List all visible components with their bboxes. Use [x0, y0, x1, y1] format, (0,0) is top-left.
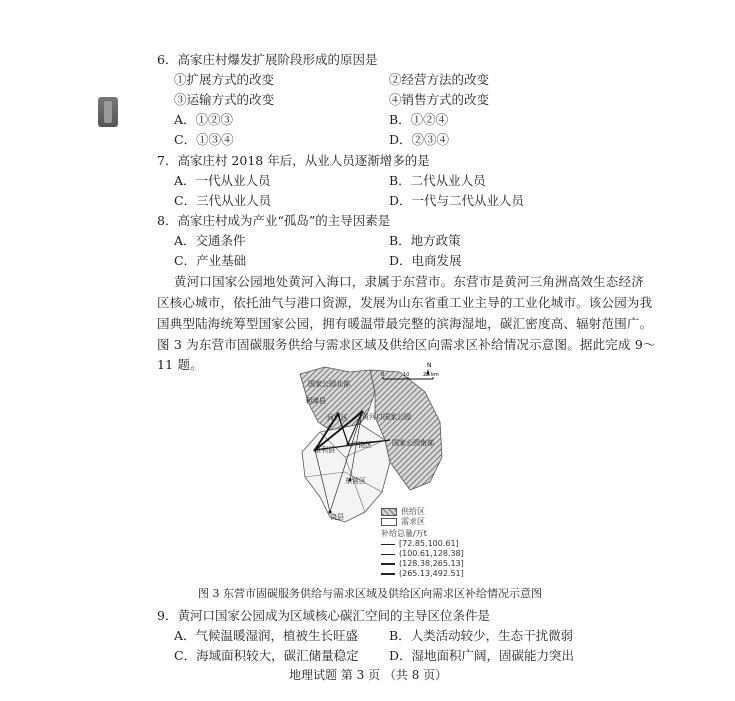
question-6-stem: 6．高家庄村爆发扩展阶段形成的原因是	[157, 52, 378, 67]
legend-title: 补给总量/万t	[381, 529, 427, 538]
q6-option-a: A．①②③	[174, 112, 234, 127]
map-legend	[381, 507, 464, 579]
demand-swatch	[381, 518, 397, 526]
passage-line-3: 国典型陆海统筹型国家公园，拥有暖温带最完整的滨海湿地，碳汇密度高、辐射范围广。	[157, 316, 653, 331]
question-8-stem: 8．高家庄村成为产业“孤岛”的主导因素是	[157, 213, 391, 228]
label-hekou: 河口区	[327, 414, 348, 422]
legend-range-4: (265.13,492.51]	[399, 569, 464, 578]
label-linjin: 饶县	[330, 513, 344, 521]
label-lijin: 利津县	[305, 397, 326, 405]
north-label: N	[427, 362, 432, 369]
q6-item-4: ④销售方式的改变	[389, 92, 490, 107]
passage-line-5: 11 题。	[157, 357, 203, 372]
question-7-stem: 7．高家庄村 2018 年后，从业人员逐渐增多的是	[157, 153, 430, 168]
q7-option-d: D．一代与二代从业人员	[389, 193, 525, 208]
q8-option-b: B．地方政策	[389, 233, 461, 248]
scale-0: 0	[381, 372, 385, 378]
page-footer: 地理试题 第 3 页 （共 8 页）	[289, 668, 448, 682]
label-park-north: 国家公园北部	[308, 380, 350, 388]
passage-line-2: 区核心城市，依托油气与港口资源，发展为山东省重工业主导的工业化城市。该公园为我	[157, 295, 653, 310]
q6-item-3: ③运输方式的改变	[174, 92, 275, 107]
q7-option-b: B．二代从业人员	[389, 173, 486, 188]
label-guangrao: 广饶区	[351, 441, 372, 449]
q9-option-c: C．海域面积较大，碳汇储量稳定	[174, 648, 359, 663]
q6-option-d: D．②③④	[389, 132, 450, 147]
q8-option-c: C．产业基础	[174, 253, 247, 268]
q6-option-c: C．①③④	[174, 132, 234, 147]
q6-option-b: B．①②④	[389, 112, 449, 127]
legend-supply: 供给区	[401, 507, 425, 516]
q7-option-a: A．一代从业人员	[174, 173, 271, 188]
q9-option-d: D．湿地面积广阔，固碳能力突出	[389, 648, 575, 663]
label-kenli: 垦利县	[314, 446, 335, 454]
label-park-east: 国家公园南部	[392, 439, 434, 447]
legend-range-3: (128.38,265.13]	[399, 559, 464, 568]
q8-option-d: D．电商发展	[389, 253, 462, 268]
passage-line-4: 图 3 为东营市固碳服务供给与需求区域及供给区向需求区补给情况示意图。据此完成 9～	[157, 337, 656, 352]
question-9-stem: 9．黄河口国家公园成为区域核心碳汇空间的主导区位条件是	[157, 608, 490, 623]
passage-line-1: 黄河口国家公园地处黄河入海口，隶属于东营市。东营市是黄河三角洲高效生态经济	[174, 274, 644, 289]
label-park-center: 黄河口国家公园	[362, 413, 411, 421]
legend-range-2: (100.61,128.38]	[399, 549, 464, 558]
label-dongying: 东营区	[345, 477, 366, 485]
legend-range-1: [72.85,100.61]	[399, 539, 459, 548]
binder-clip-image	[98, 97, 118, 127]
q7-option-c: C．三代从业人员	[174, 193, 272, 208]
q9-option-b: B．人类活动较少，生态干扰微弱	[389, 628, 574, 643]
supply-swatch	[381, 508, 397, 516]
q6-item-2: ②经营方法的改变	[389, 72, 490, 87]
scale-20: 20 km	[423, 372, 439, 378]
legend-demand: 需求区	[401, 517, 425, 526]
q9-option-a: A．气候温暖湿润，植被生长旺盛	[174, 628, 359, 643]
figure-caption: 图 3 东营市固碳服务供给与需求区域及供给区向需求区补给情况示意图	[198, 587, 542, 600]
scale-10: 10	[403, 372, 410, 378]
q8-option-a: A．交通条件	[174, 233, 246, 248]
q6-item-1: ①扩展方式的改变	[174, 72, 275, 87]
